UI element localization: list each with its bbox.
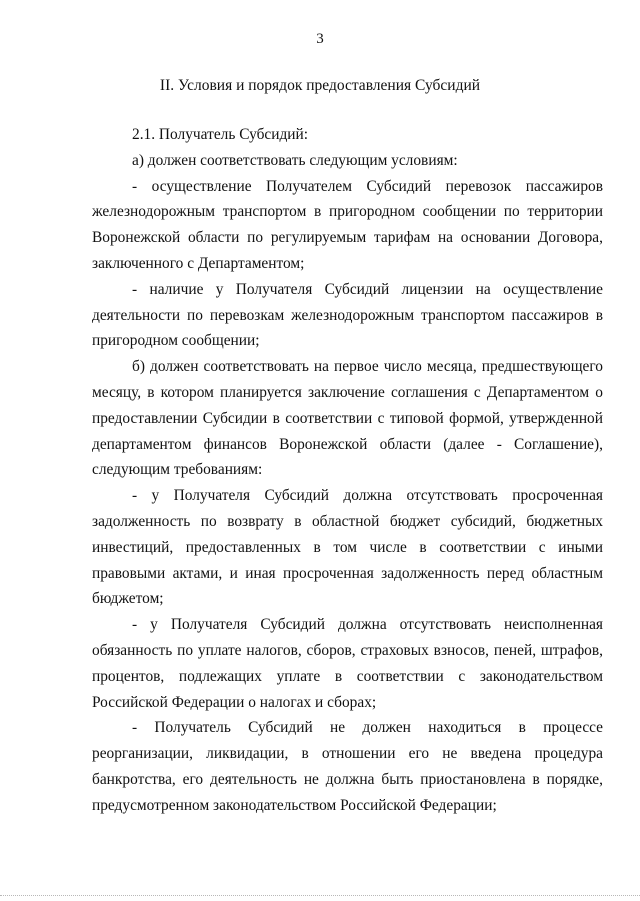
document-body bbox=[92, 122, 603, 819]
paragraph-requirement-tax-debt: - у Получателя Субсидий должна отсутствовать неисполненная обязанность по уплате налогов, сборов, страховых взносов, пеней, штрафов, процентов, подлежащих уплате в соответствии с законодательством Российской Федерации о налогах и сборах; bbox=[92, 616, 603, 711]
paragraph-recipient-intro: 2.1. Получатель Субсидий: bbox=[132, 126, 309, 143]
paragraph-condition-transport: - осуществление Получателем Субсидий перевозок пассажиров железнодорожным транспортом в пригородном сообщении по территории Воронежской области по регулируемым тарифам на основании Договора, заключенного с Департаментом; bbox=[92, 177, 603, 272]
section-heading: II. Условия и порядок предоставления Субсидий bbox=[159, 77, 481, 94]
scan-bottom-edge bbox=[0, 895, 640, 897]
paragraph-requirement-budget-debt: - у Получателя Субсидий должна отсутствовать просроченная задолженность по возврату в областной бюджет субсидий, бюджетных инвестиций, предоставленных в том числе в соответствии с иными правовыми актами, и иная просроченная задолженность перед областным бюджетом; bbox=[92, 487, 603, 608]
paragraph-conditions-intro: а) должен соответствовать следующим условиям: bbox=[132, 151, 458, 169]
page-number: 3 bbox=[316, 31, 324, 47]
paragraph-condition-license: - наличие у Получателя Субсидий лицензии на осуществление деятельности по перевозкам железнодорожным транспортом пассажиров в пригородном сообщении; bbox=[92, 280, 603, 350]
paragraph-requirements-intro: б) должен соответствовать на первое число месяца, предшествующего месяцу, в котором планируется заключение соглашения с Департаментом о предоставлении Субсидии в соответствии с типовой формой, утвержденной департаментом финансов Воронежской области (далее - Соглашение), следующим требованиям: bbox=[92, 358, 603, 479]
paragraph-requirement-reorganization: - Получатель Субсидий не должен находиться в процессе реорганизации, ликвидации, в отношении его не введена процедура банкротства, его деятельность не должна быть приостановлена в порядке, предусмотренном законодательством Российской Федерации; bbox=[92, 719, 603, 814]
